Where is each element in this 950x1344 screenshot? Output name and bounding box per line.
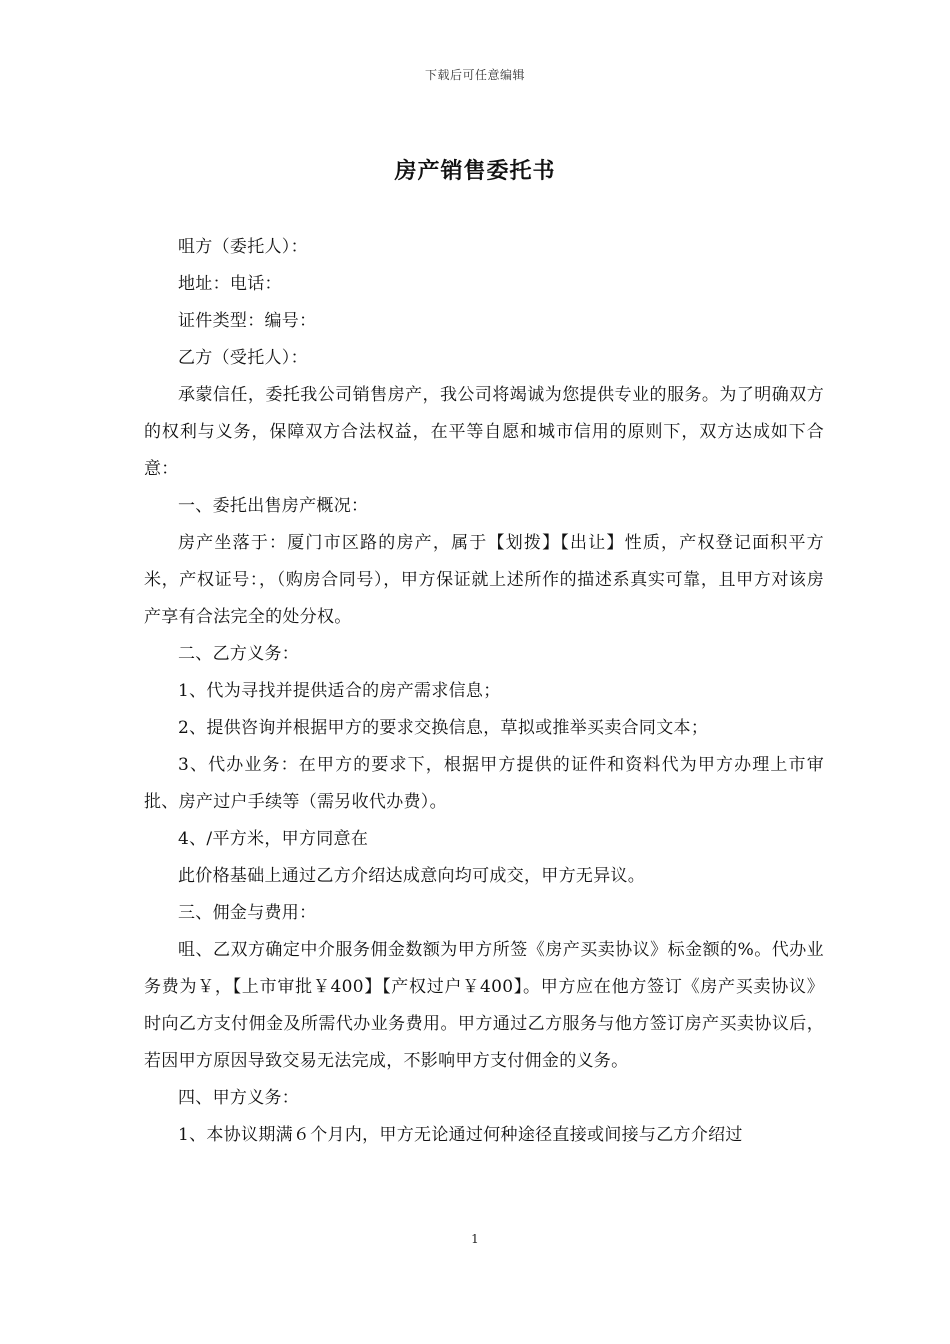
document-title: 房产销售委托书 — [394, 158, 556, 184]
obligation-item-2: 2、提供咨询并根据甲方的要求交换信息，草拟或推举买卖合同文本； — [178, 718, 709, 738]
party-a-obligation-item-1: 1、本协议期满６个月内，甲方无论通过何种途径直接或间接与乙方介绍过 — [178, 1125, 743, 1145]
property-paragraph: 房产坐落于：厦门市区路的房产，属于【划拨】【出让】性质，产权登记面积平方米，产权证号：，（购房合同号），甲方保证就上述所作的描述系真实可靠，且甲方对该房产享有合法完全的处分权。 — [144, 533, 824, 627]
price-paragraph: 此价格基础上通过乙方介绍达成意向均可成交，甲方无异议。 — [178, 866, 646, 886]
commission-paragraph: 咀、乙双方确定中介服务佣金数额为甲方所签《房产买卖协议》标金额的%。代办业务费为￥，【上市审批￥400】【产权过户￥400】。甲方应在他方签订《房产买卖协议》时向乙方支付佣金及所需代办业务费用。甲方通过乙方服务与他方签订房产买卖协议后，若因甲方原因导致交易无法完成，不影响甲方支付佣金的义务。 — [144, 940, 824, 1071]
section-heading-2: 二、乙方义务： — [178, 644, 300, 664]
obligation-item-3: 3、代办业务：在甲方的要求下，根据甲方提供的证件和资料代为甲方办理上市审批、房产过户手续等（需另收代办费）。 — [144, 755, 824, 812]
section-heading-3: 三、佣金与费用： — [178, 903, 317, 923]
document-body — [144, 229, 824, 1154]
section-heading-4: 四、甲方义务： — [178, 1088, 300, 1108]
obligation-item-1: 1、代为寻找并提供适合的房产需求信息； — [178, 681, 501, 701]
id-type-line: 证件类型：编号： — [178, 311, 317, 331]
address-phone-line: 地址：电话： — [178, 274, 282, 294]
intro-paragraph: 承蒙信任，委托我公司销售房产，我公司将竭诚为您提供专业的服务。为了明确双方的权利与义务，保障双方合法权益，在平等自愿和城市信用的原则下，双方达成如下合意： — [144, 385, 824, 479]
party-a-line: 咀方（委托人）： — [178, 237, 308, 257]
page-number: 1 — [471, 1232, 479, 1246]
section-heading-1: 一、委托出售房产概况： — [178, 496, 369, 516]
header-note: 下载后可任意编辑 — [424, 68, 525, 82]
obligation-item-4: 4、/平方米，甲方同意在 — [178, 829, 369, 849]
party-b-line: 乙方（受托人）： — [178, 348, 308, 368]
